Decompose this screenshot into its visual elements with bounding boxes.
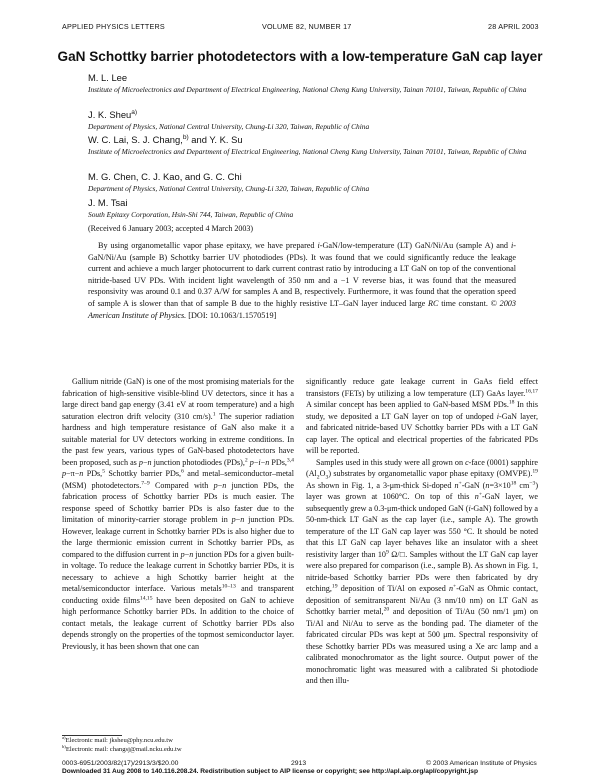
author-line-2: J. K. Sheu$^{a)}$ [88,108,138,120]
body-column-left: Gallium nitride (GaN) is one of the most promising materials for the fabrication of high-sensitive visible-blind UV detectors, since it has a large direct band gap energy (3.41 eV at room temperature) and a high saturation electron drift velocity (310 cm/s).$^1$ The superior radiation hardness and high temperature resistance of GaN also make it a suitable material for UV detectors working in extreme conditions. In the past few years, various types of GaN-based photodetectors have been proposed, such as p−n junction photodiodes (PDs),$^2$ p−i−n PDs,$^{3,4}$ p−π−n PDs,$^5$ Schottky barrier PDs,$^6$ and metal–semiconductor–metal (MSM) photodetectors.$^{7-9}$ Compared with p−n junction PDs, the fabrication process of Schottky barrier PDs is much easier. The response speed of Schottky barrier PDs is also faster due to the limitation of minority-carrier storage problem in p−n junction PDs. However, leakage current in Schottky barrier PDs is also higher due to the large thermionic emission current in Schottky barrier PDs, as compared to the diffusion current in p−n junction PDs for a given built-in voltage. To reduce the leakage current in Schottky barrier PDs, it is necessary to achieve a high Schottky barrier height at the metal/semiconductor interface. Various metals$^{10-13}$ and transparent conducting oxide films$^{14,15}$ have been deposited on GaN to achieve high performance Schottky barrier PDs. In addition to the choice of contact metals, the leakage current of Schottky barrier PDs also depends strongly on the properties of the topmost semiconductor layer. Previously, it has been shown that one can [62,377,295,651]
abstract-copyright: © 2003 American Institute of Physics. [88,298,516,320]
volume-number: VOLUME 82, NUMBER 17 [262,22,352,31]
footnote-rule [62,735,122,736]
affiliation-5: South Epitaxy Corporation, Hsin-Shi 744, Taiwan, Republic of China [88,210,294,219]
affiliation-1: Institute of Microelectronics and Department of Electrical Engineering, National Cheng Kung University, Tainan 70101, Taiwan, Republic of China [88,85,527,94]
author-line-1: M. L. Lee [88,72,128,83]
author-line-5: J. M. Tsai [88,197,128,208]
download-notice: Downloaded 31 Aug 2008 to 140.116.208.24. Redistribution subject to AIP license or copyright; see http://apl.aip.org/apl/copyright.jsp [62,768,478,775]
page-number: 2913 [291,760,307,767]
abstract: By using organometallic vapor phase epitaxy, we have prepared i-GaN/low-temperature (LT) GaN/Ni/Au (sample A) and i-GaN/Ni/Au (sample B) Schottky barrier UV photodiodes (PDs). It was found that we could significantly reduce the leakage current and achieve a much larger photocurrent to dark current contrast ratio by introducing a LT GaN on top of the conventional nitride-based UV PDs. With incident light wavelength of 350 nm and a −1 V reverse bias, it was found that the measured responsivity was around 0.1 and 0.37 A/W for samples A and B, respectively. Furthermore, it was found that the operation speed of sample A is slower than that of sample B due to the highly resistive LT–GaN layer induced large RC time constant. © 2003 American Institute of Physics. [DOI: 10.1063/1.1570519] [88,241,516,320]
affiliation-3: Institute of Microelectronics and Department of Electrical Engineering, National Cheng Kung University, Tainan 70101, Taiwan, Republic of China [88,147,527,156]
body-column-right: significantly reduce gate leakage current in GaAs field effect transistors (FETs) by utilizing a low temperature (LT) GaAs layer.$^{16,17}$ A similar concept has been applied to GaN-based MSM PDs.$^{18}$ In this study, we deposited a LT GaN layer on top of undoped i-GaN layer, and fabricated nitride-based UV Schottky barrier PDs with a LT GaN cap layer. The optical and electrical properties of the fabricated PDs will be reported. Samples used in this study were all grown on c-face (0001) sapphire $(Al_2O_3)$ substrates by organometallic vapor phase epitaxy (OMVPE).$^{19}$ As shown in Fig. 1, a 3-μm-thick Si-doped n+-GaN ($n=3\times 10^{18}$ $cm^{-3}$) layer was grown at 1060°C. On top of this n+-GaN layer, we subsequently grew a 0.3-μm-thick undoped GaN (i-GaN) followed by a 50-nm-thick LT GaN as the cap layer (i.e., sample A). The growth temperature of the LT GaN cap layer was 550 °C. It should be noted that this LT GaN cap layer behaves like an insulator with a sheet resistivity larger than $10^9$ Ω/□. Samples without the LT GaN cap layer were also prepared for comparison (i.e., sample B). As shown in Fig. 1, nitride-based Schottky barrier PDs were then fabricated by dry etching,$^{19}$ deposition of Ti/Al on exposed n+-GaN as Ohmic contact, deposition of semitransparent Ni/Au (3 nm/10 nm) on LT GaN as Schottky barrier metal,$^{20}$ and deposition of Ti/Au (50 nm/1 μm) on Ti/Al and Ni/Au to serve as the bonding pad. The diameter of the fabricated circular PDs was kept at 500 μm. Spectral responsivity of these Schottky barrier PDs was measured using a Xe arc lamp and a calibrated monochromator as the light source. Output power of the monochromatic light was measured with a calibrated Si photodiode and then illu- [306,377,539,685]
paper-title: GaN Schottky barrier photodetectors with a low-temperature GaN cap layer [57,49,543,64]
journal-name: APPLIED PHYSICS LETTERS [62,22,165,31]
author-line-4: M. G. Chen, C. J. Kao, and G. C. Chi [88,171,242,182]
footer-issn: 0003-6951/2003/82(17)/2913/3/$20.00 [62,760,179,767]
affiliation-2: Department of Physics, National Central University, Chung-Li 320, Taiwan, Republic of China [88,122,370,131]
affiliation-4: Department of Physics, National Central University, Chung-Li 320, Taiwan, Republic of China [88,184,370,193]
received-dates: (Received 6 January 2003; accepted 4 March 2003) [88,224,254,233]
issue-date: 28 APRIL 2003 [488,22,539,31]
author-line-3: W. C. Lai, S. J. Chang,$^{b)}$ and Y. K. Su [88,133,243,145]
footer-copyright: © 2003 American Institute of Physics [426,760,537,767]
footnote-b: $^{b)}$Electronic mail: changsj@mail.ncku.edu.tw [62,743,182,753]
doi-link[interactable]: [DOI: 10.1063/1.1570519] [188,310,277,320]
footnote-a: $^{a)}$Electronic mail: jksheu@phy.ncu.edu.tw [62,734,173,744]
